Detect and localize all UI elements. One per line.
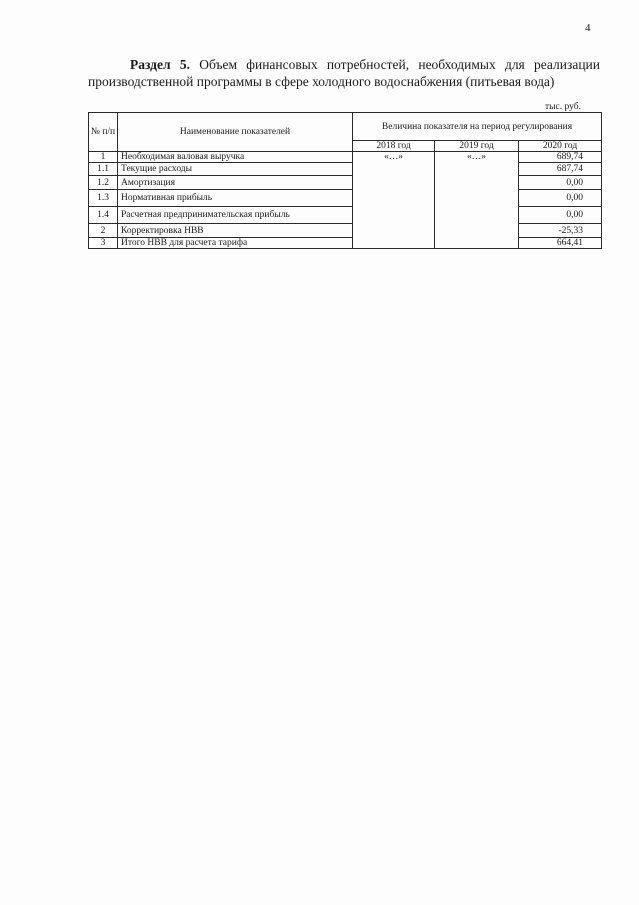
row-num: 1.1 bbox=[89, 163, 118, 176]
placeholder-2019: «…» bbox=[435, 152, 519, 249]
section-heading bbox=[88, 56, 600, 90]
table-row bbox=[89, 238, 602, 249]
row-name: Необходимая валовая выручка bbox=[118, 152, 353, 163]
table-row bbox=[89, 190, 602, 207]
row-value: 0,00 bbox=[519, 207, 602, 224]
header-period: Величина показателя на период регулирования bbox=[353, 113, 602, 141]
row-name: Итого НВВ для расчета тарифа bbox=[118, 238, 353, 249]
table-row bbox=[89, 176, 602, 190]
row-value: -25,33 bbox=[519, 224, 602, 238]
row-num: 1.2 bbox=[89, 176, 118, 190]
row-value: 664,41 bbox=[519, 238, 602, 249]
row-name: Амортизация bbox=[118, 176, 353, 190]
section-label: Раздел 5. bbox=[130, 57, 190, 72]
table-row bbox=[89, 207, 602, 224]
table-row bbox=[89, 152, 602, 163]
row-name: Корректировка НВВ bbox=[118, 224, 353, 238]
row-num: 1.3 bbox=[89, 190, 118, 207]
table-row bbox=[89, 163, 602, 176]
units-label: тыс. руб. bbox=[545, 102, 581, 112]
row-value: 0,00 bbox=[519, 190, 602, 207]
header-name: Наименование показателей bbox=[118, 113, 353, 152]
row-num: 1 bbox=[89, 152, 118, 163]
header-num: № п/п bbox=[89, 113, 118, 152]
table-row bbox=[89, 224, 602, 238]
header-year: 2019 год bbox=[435, 141, 519, 152]
row-num: 3 bbox=[89, 238, 118, 249]
row-name: Текущие расходы bbox=[118, 163, 353, 176]
row-num: 2 bbox=[89, 224, 118, 238]
row-name: Расчетная предпринимательская прибыль bbox=[118, 207, 353, 224]
row-value: 0,00 bbox=[519, 176, 602, 190]
row-value: 689,74 bbox=[519, 152, 602, 163]
row-value: 687,74 bbox=[519, 163, 602, 176]
placeholder-2018: «…» bbox=[353, 152, 435, 249]
row-name: Нормативная прибыль bbox=[118, 190, 353, 207]
header-year: 2020 год bbox=[519, 141, 602, 152]
section-title: Объем финансовых потребностей, необходимых для реализации производственной программы в сфере холодного водоснабжения (питьевая вода) bbox=[88, 57, 600, 89]
header-year: 2018 год bbox=[353, 141, 435, 152]
indicators-table bbox=[88, 112, 602, 249]
page-number: 4 bbox=[585, 22, 591, 34]
row-num: 1.4 bbox=[89, 207, 118, 224]
